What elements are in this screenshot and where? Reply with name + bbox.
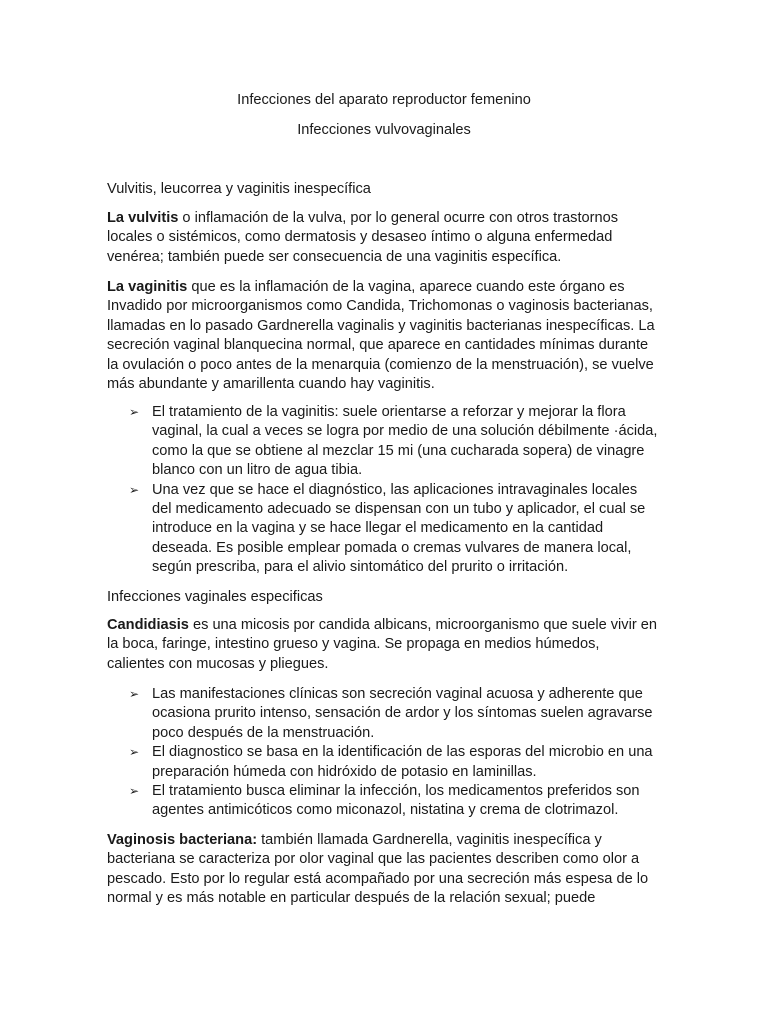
term-bacterial-vaginosis: Vaginosis bacteriana: bbox=[107, 832, 258, 848]
arrow-bullet-icon: ➢ bbox=[129, 745, 140, 760]
arrow-bullet-icon: ➢ bbox=[129, 482, 140, 497]
paragraph-text: es una micosis por candida albicans, microorganismo que suele vivir en la boca, faringe, intestino grueso y vagina. Se propaga en medios húmedos, calientes con mucosas y pliegues. bbox=[107, 617, 657, 672]
arrow-bullet-icon: ➢ bbox=[129, 405, 140, 419]
list-item-text: El tratamiento busca eliminar la infección, los medicamentos preferidos son agentes antimicóticos como miconazol, nistatina y crema de clotrimazol. bbox=[152, 783, 640, 819]
paragraph-text: que es la inflamación de la vagina, aparece cuando este órgano es Invadido por microorganismos como Candida, Trichomonas o vaginosis bacterianas, llamadas en lo pasado Gardnerella vaginalis y vaginitis bacterianas inespecíficas. La secreción vaginal blanquecina normal, que aparece en cantidades mínimas durante la ovulación o poco antes de la menarquia (comienzo de la menstruación), se vuelve más abundante y amarillenta cuando hay vaginitis. bbox=[107, 279, 655, 393]
term-vulvitis: La vulvitis bbox=[107, 210, 179, 226]
list-item bbox=[107, 481, 660, 578]
document-subtitle: Infecciones vulvovaginales bbox=[297, 122, 471, 138]
paragraph-bacterial-vaginosis bbox=[107, 831, 660, 909]
bullet-list-candidiasis bbox=[107, 685, 660, 821]
bullet-list-treatment bbox=[107, 403, 660, 578]
term-vaginitis: La vaginitis bbox=[107, 279, 188, 295]
section-heading-vulvitis: Vulvitis, leucorrea y vaginitis inespecífica bbox=[107, 181, 371, 197]
arrow-bullet-icon: ➢ bbox=[129, 784, 140, 799]
arrow-bullet-icon: ➢ bbox=[129, 687, 140, 701]
list-item-text: Las manifestaciones clínicas son secreción vaginal acuosa y adherente que ocasiona prurito intenso, sensación de ardor y los síntomas suelen agravarse poco después de la menstruación. bbox=[152, 686, 653, 741]
list-item bbox=[107, 403, 660, 481]
section-heading-specific-infections: Infecciones vaginales especificas bbox=[107, 589, 323, 605]
list-item-text: El diagnostico se basa en la identificación de las esporas del microbio en una preparación húmeda con hidróxido de potasio en laminillas. bbox=[152, 744, 653, 780]
list-item bbox=[107, 782, 660, 821]
list-item-text: Una vez que se hace el diagnóstico, las aplicaciones intravaginales locales del medicamento adecuado se dispensan con un tubo y aplicador, el cual se introduce en la vagina y se hace llegar el medicamento en la cantidad deseada. Es posible emplear pomada o cremas vulvares de manera local, según prescriba, para el alivio sintomático del prurito o irritación. bbox=[152, 481, 646, 576]
list-item bbox=[107, 743, 660, 782]
paragraph-text: también llamada Gardnerella, vaginitis inespecífica y bacteriana se caracteriza por olor vaginal que las pacientes describen como olor a pescado. Esto por lo regular está acompañado por una secreción más espesa de lo normal y es más notable en particular después de la relación sexual; puede bbox=[107, 832, 649, 907]
paragraph-vaginitis bbox=[107, 278, 660, 394]
paragraph-vulvitis bbox=[107, 209, 660, 267]
list-item-text: El tratamiento de la vaginitis: suele orientarse a reforzar y mejorar la flora vaginal, la cual a veces se logra por medio de una solución débilmente ·ácida, como la que se obtiene al mezclar 15 mi (una cucharada sopera) de vinagre blanco con un litro de agua tibia. bbox=[152, 404, 658, 479]
list-item bbox=[107, 685, 660, 743]
paragraph-text: o inflamación de la vulva, por lo general ocurre con otros trastornos locales o sistémicos, como dermatosis y desaseo íntimo o alguna enfermedad venérea; también puede ser consecuencia de una vaginitis específica. bbox=[107, 210, 619, 265]
document-title: Infecciones del aparato reproductor femenino bbox=[237, 92, 531, 108]
term-candidiasis: Candidiasis bbox=[107, 617, 189, 633]
paragraph-candidiasis bbox=[107, 616, 660, 674]
